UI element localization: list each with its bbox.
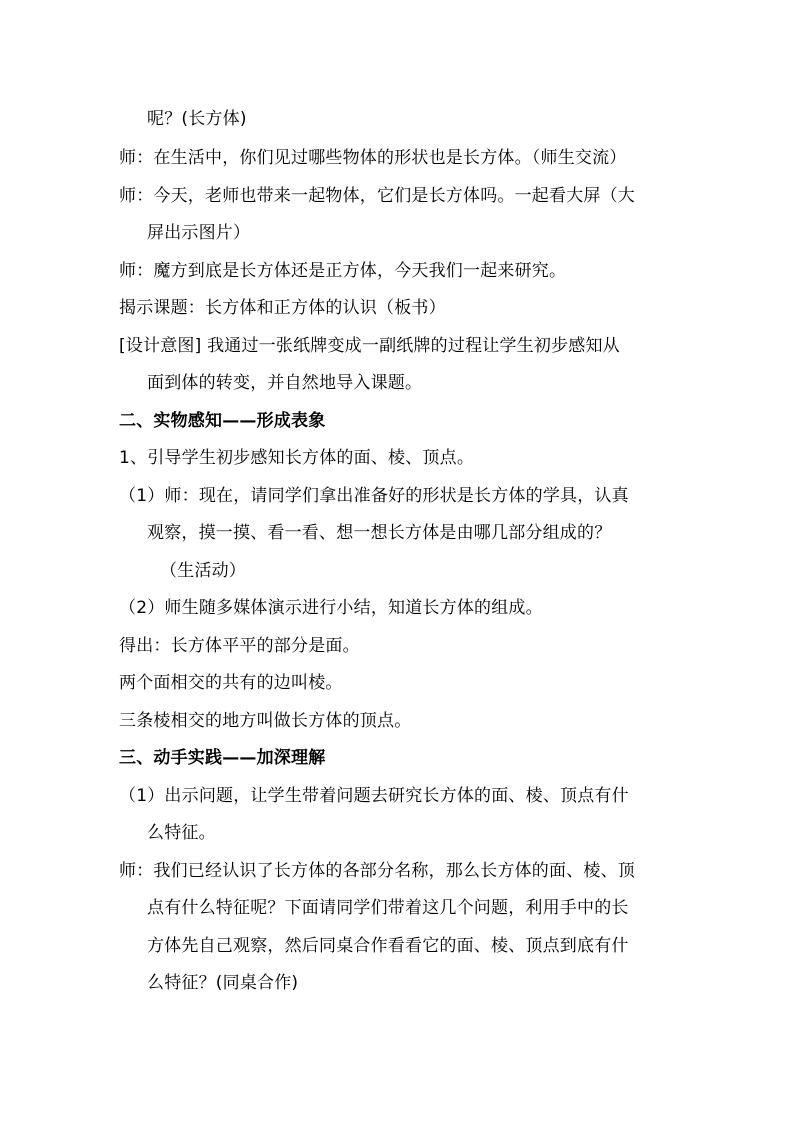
text-line-6: 揭示课题：长方体和正方体的认识（板书） <box>119 298 446 318</box>
text-line-20: 么特征。 <box>147 823 216 843</box>
text-line-23: 方体先自己观察，然后同桌合作看看它的面、棱、顶点到底有什 <box>147 936 629 956</box>
text-line-21: 师：我们已经认识了长方体的各部分名称，那么长方体的面、棱、顶 <box>119 861 635 881</box>
text-line-8: 面到体的转变，并自然地导入课题。 <box>147 373 423 393</box>
text-line-5: 师：魔方到底是长方体还是正方体，今天我们一起来研究。 <box>119 261 567 281</box>
text-line-10: 1、引导学生初步感知长方体的面、棱、顶点。 <box>119 448 475 468</box>
text-line-7: [设计意图] 我通过一张纸牌变成一副纸牌的过程让学生初步感知从 <box>119 336 620 356</box>
text-line-14: （2）师生随多媒体演示进行小结，知道长方体的组成。 <box>119 598 543 618</box>
text-line-19: （1）出示问题，让学生带着问题去研究长方体的面、棱、顶点有什 <box>119 786 629 806</box>
text-line-17: 三条棱相交的地方叫做长方体的顶点。 <box>119 711 412 731</box>
text-line-12: 观察，摸一摸、看一看、想一想长方体是由哪几部分组成的？ <box>147 523 612 543</box>
text-line-3: 师：今天，老师也带来一起物体，它们是长方体吗。一起看大屏（大 <box>119 186 635 206</box>
text-line-13: （生活动） <box>160 561 246 581</box>
section-heading-2: 二、实物感知——形成表象 <box>119 411 326 431</box>
text-line-24: 么特征？(同桌合作) <box>147 973 299 993</box>
text-line-1: 呢？(长方体) <box>147 109 247 129</box>
text-line-16: 两个面相交的共有的边叫棱。 <box>119 673 343 693</box>
text-line-15: 得出：长方体平平的部分是面。 <box>119 636 360 656</box>
text-line-4: 屏出示图片） <box>147 223 251 243</box>
section-heading-3: 三、动手实践——加深理解 <box>119 748 326 768</box>
text-line-11: （1）师：现在，请同学们拿出准备好的形状是长方体的学具，认真 <box>119 486 629 506</box>
text-line-2: 师：在生活中，你们见过哪些物体的形状也是长方体。（师生交流） <box>119 148 627 168</box>
text-line-22: 点有什么特征呢？下面请同学们带着这几个问题，利用手中的长 <box>147 898 629 918</box>
